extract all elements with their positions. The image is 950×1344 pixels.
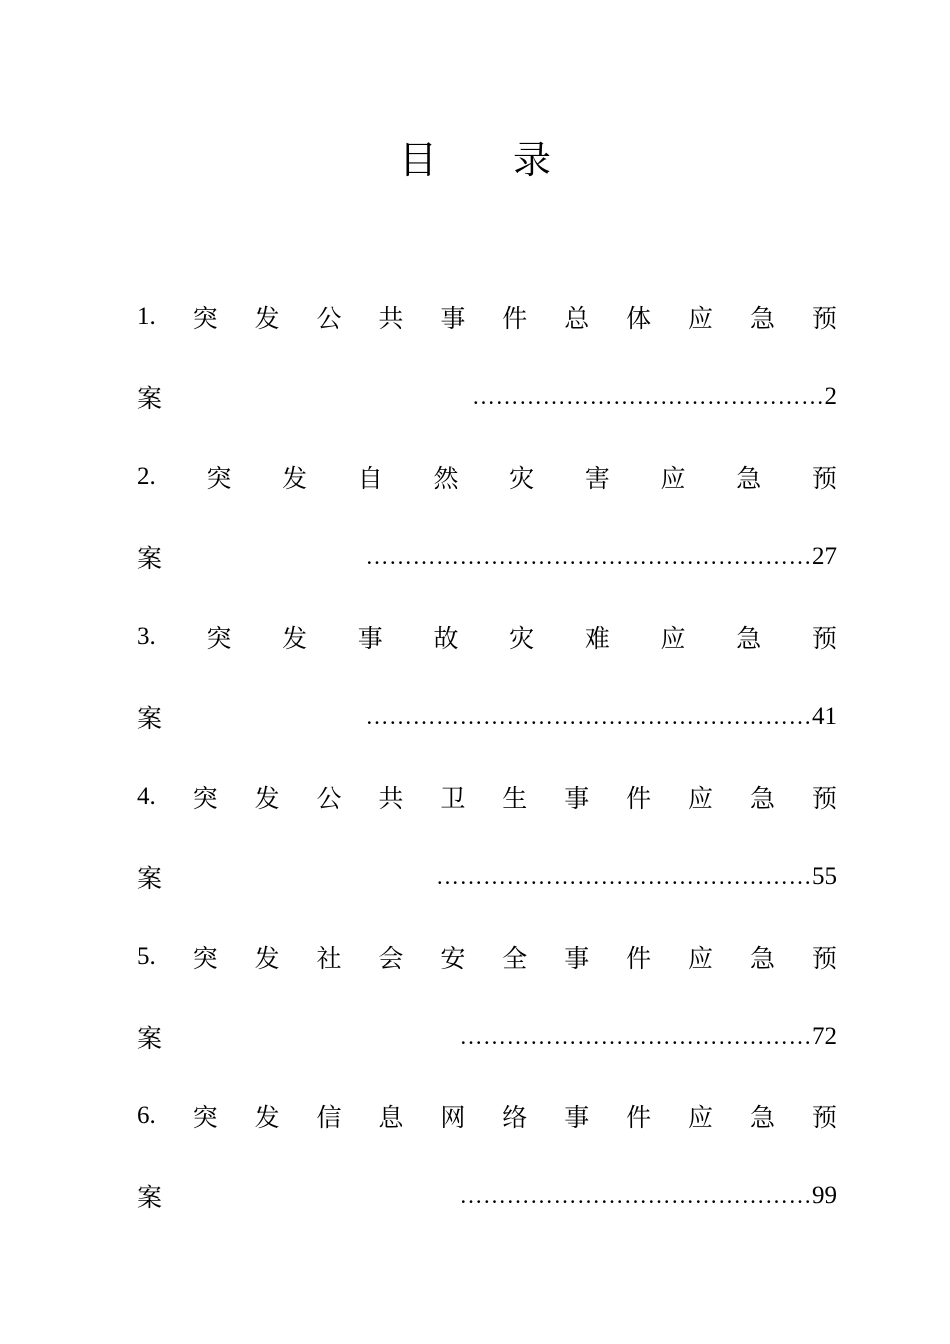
toc-entry[interactable]	[137, 777, 837, 893]
toc-entry-title	[137, 777, 837, 817]
toc-page-number: 27	[812, 543, 837, 570]
toc-entry-title-char: 急	[749, 304, 775, 333]
toc-entry-title-char: 卫	[440, 784, 466, 813]
toc-entry-title-char: 事	[357, 624, 383, 653]
toc-entry-title-char: 发	[254, 1103, 280, 1132]
toc-entry-title-char: 预	[811, 944, 837, 973]
toc-entry-title-char: 生	[502, 784, 528, 813]
toc-entry-title-char: 害	[584, 464, 610, 493]
toc-entry-title-tail: 案	[137, 384, 163, 413]
toc-entry-title-char: 会	[378, 944, 404, 973]
toc-page-number: 99	[812, 1182, 837, 1209]
toc-entry-title-char: 安	[440, 944, 466, 973]
toc-entry-title-char: 难	[584, 624, 610, 653]
toc-entry-title-char: 然	[433, 464, 459, 493]
toc-entry-number: 4.	[137, 783, 156, 810]
toc-entry-title-char: 事	[564, 1103, 590, 1132]
toc-entry-title-char: 发	[282, 464, 308, 493]
toc-entry-title-char: 灾	[509, 624, 535, 653]
toc-dot-leader: ………………………………………	[459, 1183, 812, 1208]
toc-entry-title-char: 件	[626, 944, 652, 973]
toc-entry-title-char: 突	[192, 944, 218, 973]
toc-entry-title	[137, 457, 837, 497]
toc-entry[interactable]	[137, 297, 837, 413]
toc-entry-title-char: 件	[626, 1103, 652, 1132]
toc-entry-title-char: 应	[688, 944, 714, 973]
toc-entry-title-char: 络	[502, 1103, 528, 1132]
toc-entry-title-char: 突	[206, 624, 232, 653]
toc-entry-title-char: 发	[254, 784, 280, 813]
toc-entry-title-char: 突	[206, 464, 232, 493]
toc-entry-title-char: 应	[688, 1103, 714, 1132]
toc-page-number: 41	[812, 703, 837, 730]
toc-entry-title-char: 总	[564, 304, 590, 333]
toc-entry-title-char: 信	[316, 1103, 342, 1132]
toc-entry-title-char: 网	[440, 1103, 466, 1132]
toc-entry-title-char: 事	[440, 304, 466, 333]
toc-entry-page-line	[137, 857, 837, 897]
toc-entry-title-char: 事	[564, 944, 590, 973]
toc-entry-title-char: 公	[316, 784, 342, 813]
toc-entry-number: 2.	[137, 463, 156, 490]
toc-entry-title	[137, 617, 837, 657]
toc-dot-leader: …………………………………………	[436, 864, 812, 889]
toc-entry-title-char: 自	[357, 464, 383, 493]
toc-entry-title-char: 预	[811, 624, 837, 653]
toc-entry-title-char: 发	[282, 624, 308, 653]
toc-entry-page-line	[137, 537, 837, 577]
toc-entry-title-char: 应	[688, 784, 714, 813]
toc-entry-title-char: 突	[192, 1103, 218, 1132]
toc-entry-title-tail: 案	[137, 1183, 163, 1212]
toc-entry-title-char: 体	[626, 304, 652, 333]
toc-entry-title-char: 应	[660, 464, 686, 493]
toc-page-number: 55	[812, 863, 837, 890]
toc-entry-title-char: 息	[378, 1103, 404, 1132]
toc-entry-title-char: 急	[749, 944, 775, 973]
toc-entry-title-char: 故	[433, 624, 459, 653]
toc-entry-title	[137, 297, 837, 337]
toc-entry[interactable]	[137, 1096, 837, 1212]
toc-entry[interactable]	[137, 617, 837, 733]
toc-entry-title-char: 急	[749, 784, 775, 813]
toc-entry-title-char: 发	[254, 944, 280, 973]
toc-dot-leader: ………………………………………	[472, 384, 825, 409]
toc-entry-page-line	[137, 1176, 837, 1216]
toc-entry-title-tail: 案	[137, 544, 163, 573]
toc-entry-title-tail: 案	[137, 704, 163, 733]
toc-entry-title-char: 突	[192, 784, 218, 813]
toc-entry-title	[137, 1096, 837, 1136]
toc-entry-title-char: 预	[811, 304, 837, 333]
toc-entry-title-char: 共	[378, 784, 404, 813]
toc-entry-title-char: 预	[811, 464, 837, 493]
toc-entry-number: 3.	[137, 623, 156, 650]
toc-entry-title-tail: 案	[137, 864, 163, 893]
toc-entry-title-char: 社	[316, 944, 342, 973]
toc-entry-title	[137, 937, 837, 977]
toc-entry-title-char: 灾	[509, 464, 535, 493]
toc-entry-title-char: 件	[502, 304, 528, 333]
toc-entry-title-char: 应	[660, 624, 686, 653]
toc-entry-title-char: 应	[688, 304, 714, 333]
toc-entry-title-char: 急	[749, 1103, 775, 1132]
toc-entry[interactable]	[137, 937, 837, 1053]
toc-dot-leader: …………………………………………………	[365, 544, 812, 569]
toc-entry-title-char: 突	[192, 304, 218, 333]
toc-entry-title-tail: 案	[137, 1024, 163, 1053]
toc-entry-title-char: 急	[736, 624, 762, 653]
toc-entry-title-char: 件	[626, 784, 652, 813]
toc-entry-title-char: 急	[736, 464, 762, 493]
page-title: 目 录	[398, 138, 584, 182]
toc-page-number: 72	[812, 1023, 837, 1050]
toc-dot-leader: …………………………………………………	[365, 704, 812, 729]
toc-entry-title-char: 全	[502, 944, 528, 973]
toc-entry[interactable]	[137, 457, 837, 573]
toc-entry-title-char: 事	[564, 784, 590, 813]
toc-entry-title-char: 发	[254, 304, 280, 333]
toc-entry-page-line	[137, 1017, 837, 1057]
toc-entry-title-char: 共	[378, 304, 404, 333]
toc-entry-title-char: 预	[811, 784, 837, 813]
toc-page-number: 2	[824, 383, 837, 410]
toc-entry-number: 5.	[137, 943, 156, 970]
toc-entry-number: 1.	[137, 303, 156, 330]
toc-entry-number: 6.	[137, 1102, 156, 1129]
toc-entry-title-char: 预	[811, 1103, 837, 1132]
toc-entry-page-line	[137, 697, 837, 737]
toc-entry-page-line	[137, 377, 837, 417]
toc-dot-leader: ………………………………………	[459, 1024, 812, 1049]
toc-entry-title-char: 公	[316, 304, 342, 333]
